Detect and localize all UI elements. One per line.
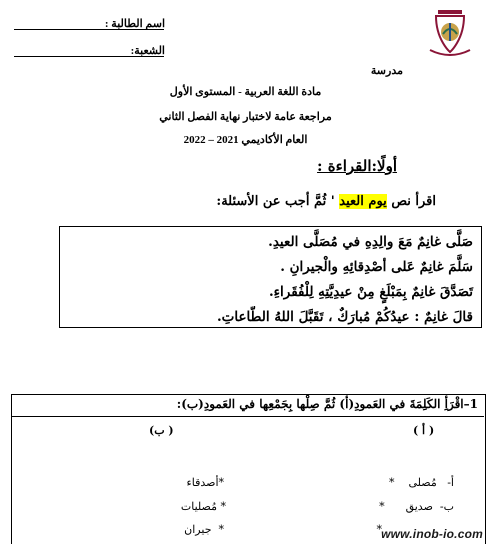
passage-line: قالَ غانِمٌ : عيدُكُمْ مُبارَكٌ ، تَقَبَّلَ اللهُ الطّاعاتِ.	[216, 309, 473, 325]
column-b-item	[154, 476, 224, 489]
school-label: مدرسة	[370, 65, 403, 77]
item-word: أصدقاء	[186, 476, 219, 489]
section-line[interactable]	[14, 56, 164, 57]
item-word: مُصلى	[408, 476, 437, 489]
match-point[interactable]: *	[220, 500, 226, 513]
item-letter: أ-	[447, 476, 454, 489]
passage-title-highlight: يوم العيد	[339, 194, 387, 209]
reading-instruction	[216, 194, 436, 209]
column-a-item	[334, 476, 454, 489]
item-word: جيران	[184, 523, 212, 536]
match-point[interactable]: *	[376, 523, 382, 536]
section-label: الشعبة:	[130, 45, 165, 57]
passage-line: صَلَّى غانِمٌ مَعَ والِدِهِ في مُصَلَّى العيدِ.	[268, 234, 473, 250]
match-point[interactable]: *	[388, 476, 395, 489]
match-point[interactable]: *	[218, 476, 224, 489]
instruction-before: اقرأ نص	[391, 194, 436, 209]
student-name-label: اسم الطالبة :	[104, 18, 165, 30]
reading-passage-box	[59, 226, 482, 328]
reading-section-title: أولًا:القراءة :	[317, 157, 397, 175]
column-a-header: ( أ )	[413, 424, 435, 437]
column-b-item	[154, 523, 224, 536]
question1-header	[11, 394, 484, 417]
subject-line: مادة اللغة العربية - المستوى الأول	[169, 86, 322, 98]
item-word: مُصليات	[180, 500, 217, 513]
ministry-emblem-icon	[426, 10, 474, 58]
item-letter: ب-	[439, 500, 454, 513]
item-word: صديق	[405, 500, 433, 513]
question1-title: 1–اقْرَأِ الكَلِمَةَ في العَمودِ(أ) ثُمَّ صِلْها بِجَمْعِها في العَمودِ(ب):	[176, 397, 478, 411]
review-line: مراجعة عامة لاختبار نهاية الفصل الثاني	[159, 111, 332, 123]
student-name-line[interactable]	[14, 29, 164, 30]
website-watermark[interactable]: www.inob-io.com	[381, 527, 483, 541]
column-b-item	[146, 500, 226, 513]
passage-line: تَصَدَّقَ غانِمٌ بِمَبْلَغٍ مِنْ عيدِيَّتِهِ لِلْفُقَراءِ.	[268, 284, 473, 300]
year-line: العام الأكاديمي 2021 – 2022	[183, 134, 308, 146]
match-point[interactable]: *	[379, 500, 385, 513]
column-a-item	[334, 500, 454, 513]
instruction-after: ' ثُمَّ أجب عن الأسئلة:	[216, 194, 335, 209]
match-point[interactable]: *	[218, 523, 224, 536]
column-b-header: (ب )	[149, 424, 174, 437]
school-logo	[426, 10, 474, 58]
passage-line: سَلَّمَ غانِمٌ عَلى أصْدِقائِهِ والْجيرانِ .	[280, 259, 473, 275]
